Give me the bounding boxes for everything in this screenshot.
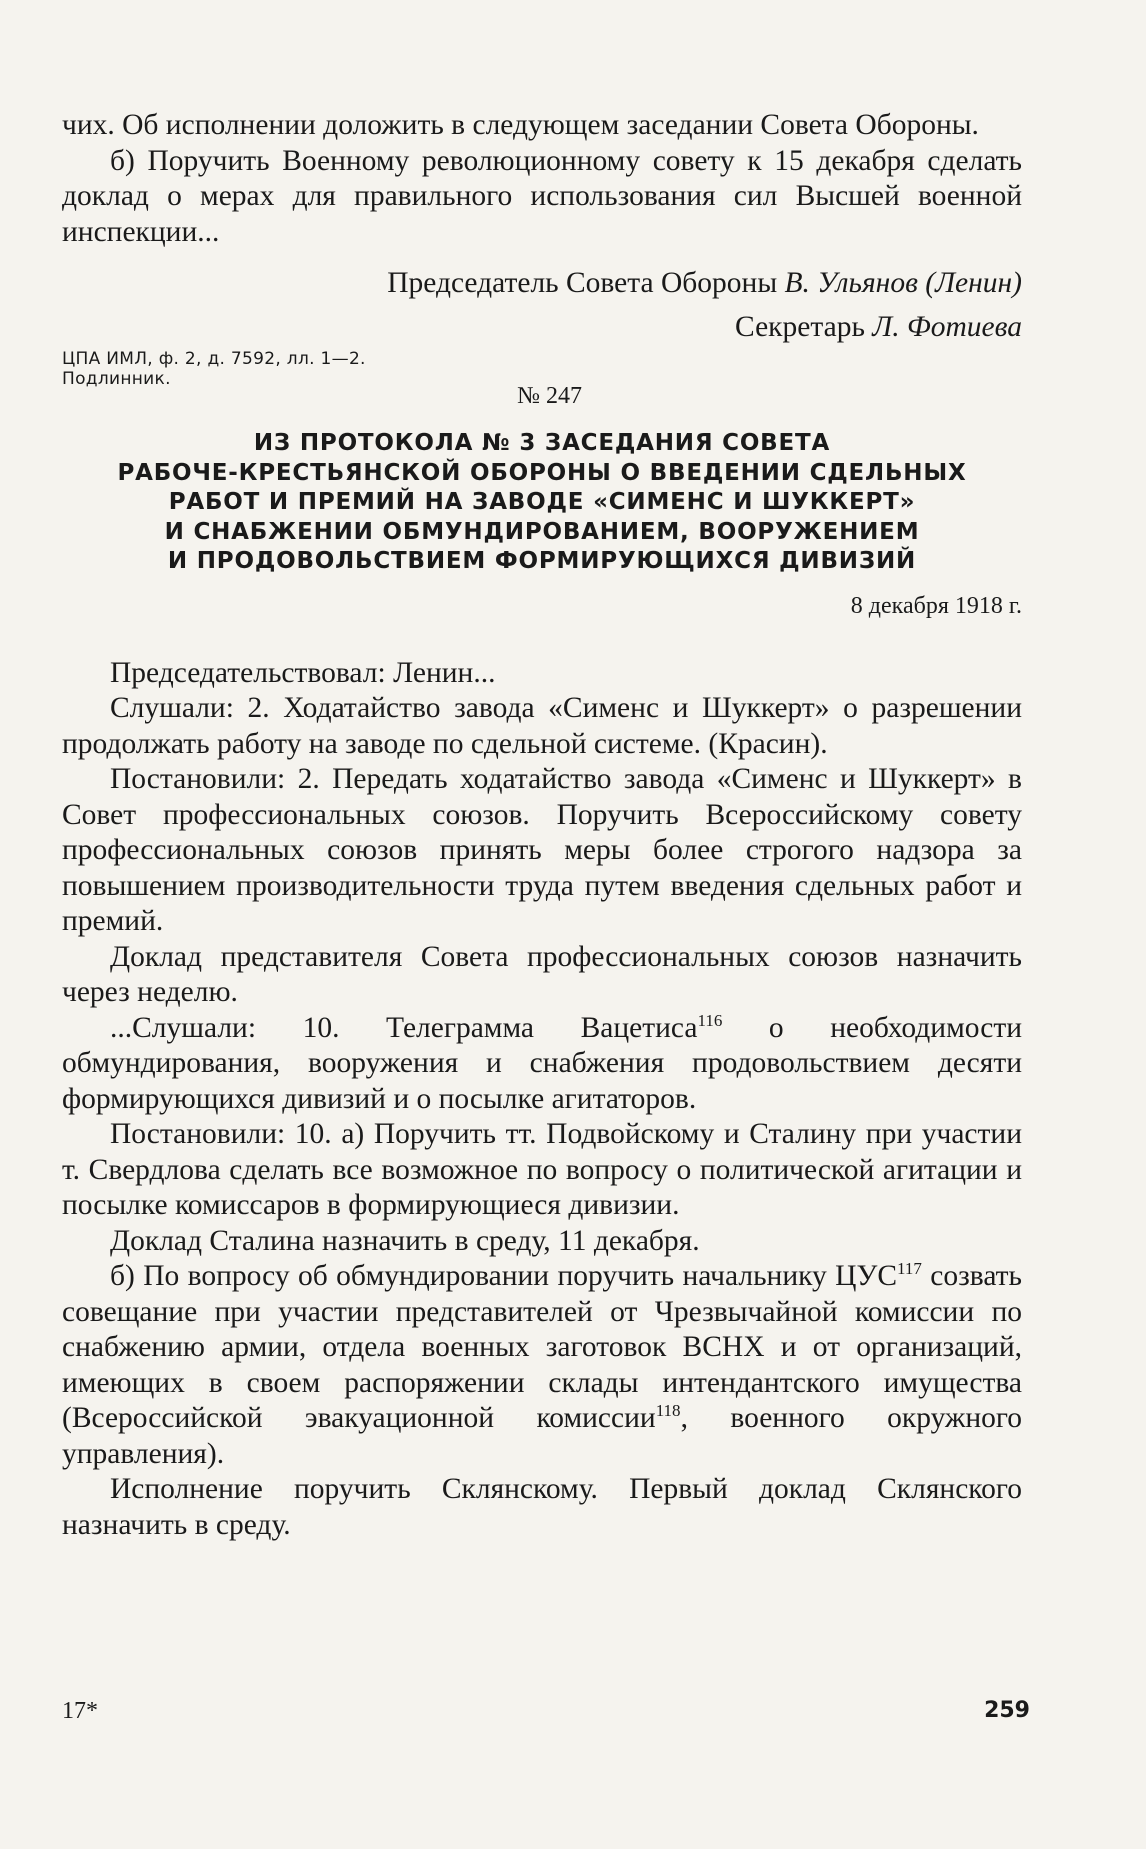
resolved-10b-text-mid: созвать совещание при участии представителей от Чрезвычайной комиссии по снабжению армии, отдела военных заготовок ВСНХ и от организаций, имеющих в своем распоряжении склады интендантского имущества (Всероссийской эвакуационной комиссии xyxy=(62,1260,1022,1434)
original-note: Подлинник. xyxy=(62,369,171,389)
paragraph-heard-2: Слушали: 2. Ходатайство завода «Сименс и Шуккерт» о разрешении продолжать работу на заводе по сдельной системе. (Красин). xyxy=(62,692,1022,760)
document-date: 8 декабря 1918 г. xyxy=(850,592,1022,619)
text-paragraph-continuation: чих. Об исполнении доложить в следующем заседании Совета Обороны. xyxy=(62,109,979,141)
archive-source xyxy=(62,349,366,389)
document-heading xyxy=(62,429,1022,577)
heard-10-text-rest: о необходимости обмундирования, вооружения и снабжения продовольствием десяти формирующихся дивизий и о посылке агитаторов. xyxy=(62,1011,1023,1115)
heading-line: РАБОТ И ПРЕМИЙ НА ЗАВОДЕ «СИМЕНС И ШУККЕРТ» xyxy=(168,489,916,515)
page-number: 259 xyxy=(984,1698,1030,1723)
heading-line: И ПРОДОВОЛЬСТВИЕМ ФОРМИРУЮЩИХСЯ ДИВИЗИЙ xyxy=(167,548,917,574)
paragraph-resolved-10a: Постановили: 10. а) Поручить тт. Подвойскому и Сталину при участии т. Свердлова сделать все возможное по вопросу о политической агитации и посылке комиссаров в формирующиеся дивизии. xyxy=(62,1118,1022,1221)
text-paragraph-inspection: б) Поручить Военному революционному совету к 15 декабря сделать доклад о мерах для правильного использования сил Высшей военной инспекции... xyxy=(62,144,1022,248)
paragraph-resolved-2: Постановили: 2. Передать ходатайство завода «Сименс и Шуккерт» в Совет профессиональных союзов. Поручить Всероссийскому совету профессиональных союзов принять меры более строгого надзора за повышением производительности труда путем введения сдельных работ и премий. xyxy=(62,763,1022,937)
footnote-ref-117: 117 xyxy=(897,1259,922,1278)
paragraph-stalin-report: Доклад Сталина назначить в среду, 11 декабря. xyxy=(110,1224,700,1257)
heard-10-text: ...Слушали: 10. Телеграмма Вацетиса xyxy=(110,1011,698,1044)
resolved-10b-text: б) По вопросу об обмундировании поручить начальнику ЦУС xyxy=(110,1260,898,1292)
heading-line: РАБОЧЕ-КРЕСТЬЯНСКОЙ ОБОРОНЫ О ВВЕДЕНИИ СДЕЛЬНЫХ xyxy=(117,459,967,486)
footnote-ref-116: 116 xyxy=(697,1010,723,1030)
footnote-ref-118: 118 xyxy=(655,1401,681,1420)
signature-chairman-title: Председатель Совета Обороны xyxy=(387,267,785,299)
heading-line: ИЗ ПРОТОКОЛА № 3 ЗАСЕДАНИЯ СОВЕТА xyxy=(253,430,831,456)
heading-line: И СНАБЖЕНИИ ОБМУНДИРОВАНИЕМ, ВООРУЖЕНИЕМ xyxy=(164,518,920,545)
resolved-10b-text-end: , военного окружного управления). xyxy=(62,1402,1022,1470)
signature-secretary-title: Секретарь xyxy=(735,310,873,343)
paragraph-chaired: Председательствовал: Ленин... xyxy=(110,656,496,689)
paragraph-report-unions: Доклад представителя Совета профессиональных союзов назначить через неделю. xyxy=(62,940,1022,1008)
paragraph-heard-10 xyxy=(62,1011,1022,1118)
document-page xyxy=(62,108,1022,1543)
signature-secretary-name: Л. Фотиева xyxy=(872,310,1022,343)
signature-chairman xyxy=(62,266,1022,302)
protocol-body xyxy=(62,656,1022,1544)
source-block xyxy=(62,349,1022,409)
signature-chairman-name: В. Ульянов (Ленин) xyxy=(784,267,1022,299)
signature-secretary xyxy=(62,310,1022,346)
document-number: № 247 xyxy=(517,383,582,409)
archive-reference: ЦПА ИМЛ, ф. 2, д. 7592, лл. 1—2. xyxy=(62,349,366,369)
paragraph-resolved-10b xyxy=(62,1259,1022,1472)
paragraph-execution: Исполнение поручить Склянскому. Первый доклад Склянского назначить в среду. xyxy=(62,1473,1022,1541)
page-footer xyxy=(62,1698,1030,1725)
signature-mark: 17* xyxy=(62,1698,98,1724)
